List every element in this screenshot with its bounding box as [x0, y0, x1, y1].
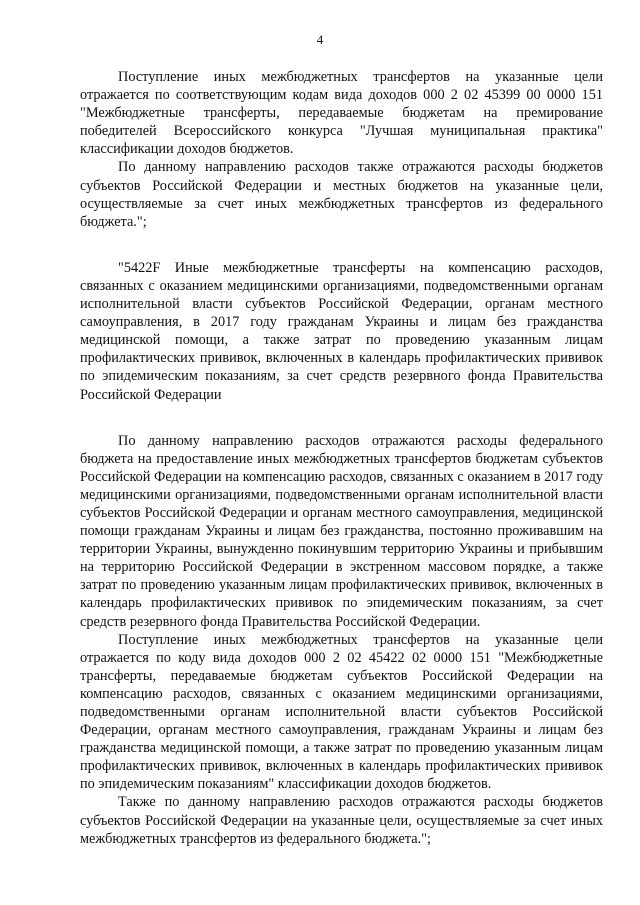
paragraph-regional-budgets-contest: По данному направлению расходов также отражаются расходы бюджетов субъектов Российской Федерации и местных бюджетов на указанные цели, осуществляемые за счет иных межбюджетных трансфертов из федерального бюджета.";: [80, 159, 603, 230]
document-body: [80, 68, 603, 848]
paragraph-5422f-heading: "5422F Иные межбюджетные трансферты на компенсацию расходов, связанных с оказанием медицинскими организациями, подведомственными органам исполнительной власти субъектов Российской Федерации, органам местного самоуправления, в 2017 году гражданам Украины и лицам без гражданства медицинской помощи, а также затрат по проведению указанным лицам профилактических прививок, включенных в календарь профилактических прививок по эпидемическим показаниям, за счет средств резервного фонда Правительства Российской Федерации: [80, 259, 603, 403]
paragraph-gap: [80, 404, 603, 432]
paragraph-income-code-45422: Поступление иных межбюджетных трансфертов на указанные цели отражается по коду вида доходов 000 2 02 45422 02 0000 151 "Межбюджетные трансферты, передаваемые бюджетам субъектов Российской Федерации на компенсацию расходов, связанных с оказанием медицинскими организациями, подведомственными органам исполнительной власти субъектов Российской Федерации, органам местного самоуправления, гражданам Украины и лицам без гражданства медицинской помощи, а также затрат по проведению указанным лицам профилактических прививок, включенных в календарь профилактических прививок по эпидемическим показаниям" классификации доходов бюджетов.: [80, 631, 603, 793]
paragraph-federal-expenses: По данному направлению расходов отражаются расходы федерального бюджета на предоставление иных межбюджетных трансфертов бюджетам субъектов Российской Федерации на компенсацию расходов, связанных с оказанием в 2017 году медицинскими организациями, подведомственными органам исполнительной власти субъектов Российской Федерации и органам местного самоуправления, медицинской помощи гражданам Украины и лицам без гражданства, постоянно проживавшим на территории Украины, вынужденно покинувшим территорию Украины и прибывшим на территорию Российской Федерации в экстренном массовом порядке, а также затрат по проведению указанным лицам профилактических прививок, включенных в календарь профилактических прививок по эпидемическим показаниям, за счет средств резервного фонда Правительства Российской Федерации.: [80, 432, 603, 630]
paragraph-income-transfers-contest: Поступление иных межбюджетных трансфертов на указанные цели отражается по соответствующим кодам вида доходов 000 2 02 45399 00 0000 151 "Межбюджетные трансферты, передаваемые бюджетам на премирование победителей Всероссийского конкурса "Лучшая муниципальная практика" классификации доходов бюджетов.: [80, 69, 603, 158]
paragraph-gap: [80, 231, 603, 259]
page-number: 4: [316, 32, 324, 47]
paragraph-regional-budgets-5422f: Также по данному направлению расходов отражаются расходы бюджетов субъектов Российской Федерации на указанные цели, осуществляемые за счет иных межбюджетных трансфертов из федерального бюджета.";: [80, 794, 603, 847]
